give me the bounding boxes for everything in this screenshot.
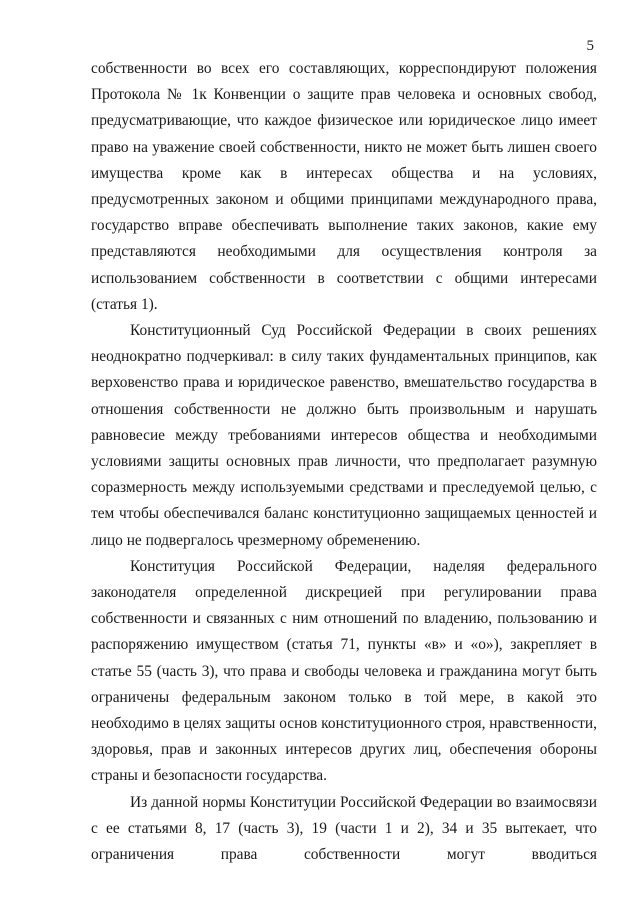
paragraph-3: Конституция Российской Федерации, наделяя федерального законодателя определенной дискрецией при регулировании права собственности и связанных с ним отношений по владению, пользованию и распоряжению имуществом (статья 71, пункты «в» и «о»), закрепляет в статье 55 (часть 3), что права и свободы человека и гражданина могут быть ограничены федеральным законом только в той мере, в какой это необходимо в целях защиты основ конституционного строя, нравственности, здоровья, прав и законных интересов других лиц, обеспечения обороны страны и безопасности государства. — [91, 557, 597, 785]
page-number: 5 — [586, 38, 594, 54]
document-body — [91, 56, 597, 868]
paragraph-4: Из данной нормы Конституции Российской Федерации во взаимосвязи с ее статьями 8, 17 (часть 3), 19 (части 1 и 2), 34 и 35 вытекает, что ограничения права собственности могут вводиться — [91, 793, 597, 864]
paragraph-2: Конституционный Суд Российской Федерации в своих решениях неоднократно подчеркивал: в силу таких фундаментальных принципов, как верховенство права и юридическое равенство, вмешательство государства в отношения собственности не должно быть произвольным и нарушать равновесие между требованиями интересов общества и необходимыми условиями защиты основных прав личности, что предполагает разумную соразмерность между используемыми средствами и преследуемой целью, с тем чтобы обеспечивался баланс конституционно защищаемых ценностей и лицо не подвергалось чрезмерному обременению. — [91, 322, 597, 549]
paragraph-1: собственности во всех его составляющих, корреспондируют положения Протокола № 1к Конвенции о защите прав человека и основных свобод, предусматривающие, что каждое физическое или юридическое лицо имеет право на уважение своей собственности, никто не может быть лишен своего имущества кроме как в интересах общества и на условиях, предусмотренных законом и общими принципами международного права, государство вправе обеспечивать выполнение таких законов, какие ему представляются необходимыми для осуществления контроля за использованием собственности в соответствии с общими интересами (статья 1). — [91, 60, 597, 313]
